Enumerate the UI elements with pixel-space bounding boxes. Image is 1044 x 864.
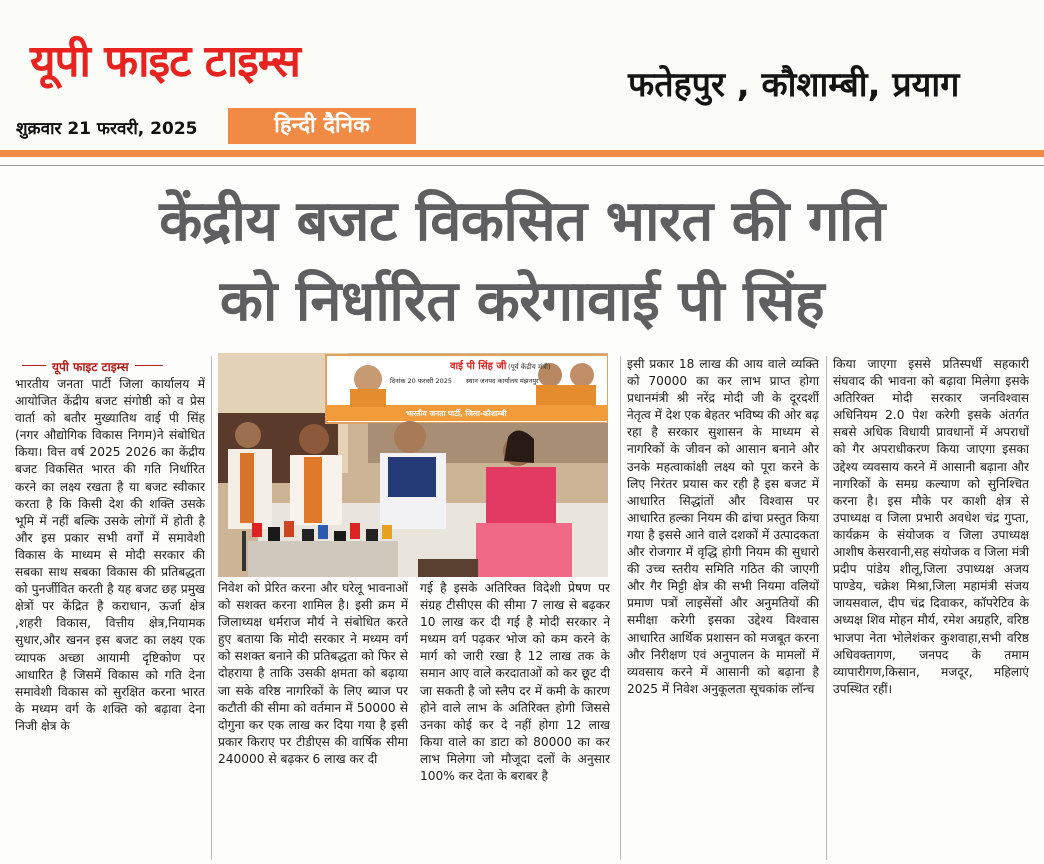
- banner-name: वाई पी सिंह जी: [450, 361, 507, 372]
- banner-footer: भारतीय जनता पार्टी, जिला-कौशाम्बी: [406, 409, 507, 418]
- article-column-5: किया जाएगा इससे प्रतिस्पर्धी सहकारी संघवाद की भावना को बढ़ावा मिलेगा इसके अतिरिक्त मोदी सरकार जनविश्वास अधिनियम 2.0 पेश करेगी इसके अंतर्गत सबसे अधिक विधायी प्रावधानों में अपराधों को गैर अपराधीकरण किया जाएगा इसका उद्देश्य व्यवसाय करने में आसानी बढ़ाना और नागरिकों के समग्र कल्याण को सुनिश्चित करना है। इस मौके पर काशी क्षेत्र से उपाध्यक्ष व जिला प्रभारी अवधेश चंद्र गुप्ता, कार्यक्रम के संयोजक व जिला उपाध्यक्ष आशीष केसरवानी,सह संयोजक व जिला मंत्री प्रदीप पांडेय शीलू,जिला उपाध्यक्ष अजय पाण्डेय, चक्रेश मिश्रा,जिला महामंत्री संजय जायसवाल, दीप चंद्र दिवाकर, कॉपरेटिव के अध्यक्ष शिव मोहन मौर्य, रमेश अग्रहरि, वरिष्ठ भाजपा नेता भोलेशंकर कुशवाहा,सभी वरिष्ठ अधिवक्तागण, जनपद के तमाम व्यापारीगण,किसान, मजदूर, महिलाएं उपस्थित रहीं।: [833, 357, 1029, 696]
- masthead-rule: [0, 150, 1044, 157]
- column-divider: [620, 356, 621, 860]
- masthead: [0, 0, 1044, 158]
- article-column-1: भारतीय जनता पार्टी जिला कार्यालय में आयोजित केंद्रीय बजट संगोष्ठी को व प्रेस वार्ता को बतौर मुख्यातिथ वाई पी सिंह (नगर औद्योगिक विकास निगम)ने संबोधित किया। वित्त वर्ष 2025 2026 का केंद्रीय बजट विकसित भारत की गति निर्धारित करने का लक्ष्य रखता है या बजट स्वीकार करता है कि किसी देश की शक्ति उसके भूमि में नहीं बल्कि उसके लोगों में होती है और इस प्रकार सभी वर्गों में समावेशी विकास के माध्यम से मोदी सरकार की सबका साथ सबका विकास की प्रतिबद्धता को पुनर्जीवित करती है यह बजट छह प्रमुख क्षेत्रों पर केंद्रित है कराधान, ऊर्जा क्षेत्र ,शहरी विकास, वित्तीय क्षेत्र,नियामक सुधार,और खनन इस बजट का लक्ष्य एक व्यापक अच्छा आयामी दृष्टिकोण पर आधारित है जिसमें विकास को गति देना समावेशी विकास को सुरक्षित करना भारत के मध्यम वर्ग के शक्ति को बढ़ावा देना निजी क्षेत्र के: [15, 377, 205, 733]
- article-column-3: गई है इसके अतिरिक्त विदेशी प्रेषण पर संग्रह टीसीएस की सीमा 7 लाख से बढ़कर 10 लाख कर दी गई है मोदी सरकार ने मध्यम वर्ग पढ़कर भोज को कम करने के मार्ग को जारी रखा है 12 लाख तक के समान आए वाले करदाताओं को कर छूट दी जा सकती है जो स्लैप दर में कमी के कारण होने वाले लाभ के अतिरिक्त होगी जिससे उनका कोई कर दे नहीं होगा 12 लाख किया वाले का डाटा को 80000 का कर लाभ मिलेगा जो मौजूदा दलों के अनुसार 100% कर देता के बराबर है: [420, 581, 610, 784]
- banner-venue: स्थान जनपद कार्यालय मंझनपुर: [466, 377, 539, 385]
- article-column-4: इसी प्रकार 18 लाख की आय वाले व्यक्ति को 70000 का कर लाभ प्राप्त होगा प्रधानमंत्री श्री नरेंद्र मोदी जी के दूरदर्शी नेतृत्व में देश एक बेहतर भविष्य की ओर बढ़ रहा है सरकार सुशासन के माध्यम से नागरिकों के जीवन को आसान बनाने और उनके महत्वाकांक्षी लक्ष्य को पूरा करने के लिए निरंतर प्रयास कर रही है इस बजट में आधारित सिद्धांतों और विश्वास पर आधारित हल्का नियम की ढांचा प्रस्तुत किया गया है इससे आने वाले दशकों में उत्पादकता और रोजगार में वृद्धि होगी नियम की सुधारो की उच्च स्तरीय समिति गठित की जाएगी और गैर मिट्टी क्षेत्र की सभी नियमा वलियों प्रमाण पत्रों लाइसेंसों और अनुमतियों की समीक्षा करेगी इसका उद्देश्य विश्वास आधारित आर्थिक प्रशासन को मजबूत करना और निरीक्षण एवं अनुपालन के मामलों में व्यवसाय करने में आसानी को बढ़ाना है 2025 में निवेश अनुकूलता सूचकांक लॉन्च: [627, 357, 819, 696]
- column-divider: [826, 356, 827, 860]
- issue-date: शुक्रवार 21 फरवरी, 2025: [16, 119, 198, 139]
- news-photo: [218, 353, 608, 577]
- thin-divider: [0, 165, 1044, 166]
- photo-illustration: [218, 353, 608, 577]
- headline-line-2: को निर्धारित करेगावाई पी सिंह: [219, 269, 825, 334]
- headline: [0, 182, 1044, 342]
- byline: यूपी फाइट टाइम्स: [52, 360, 129, 374]
- column-divider: [211, 356, 212, 860]
- banner-subtitle: (पूर्व केंद्रीय मंत्री): [508, 363, 551, 371]
- banner-date: दिनांक 20 फरवरी 2025: [390, 377, 453, 385]
- headline-line-1: केंद्रीय बजट विकसित भारत की गति: [159, 189, 885, 254]
- newspaper-brand: यूपी फाइट टाइम्स: [30, 36, 300, 87]
- article-column-2: निवेश को प्रेरित करना और घरेलू भावनाओं को सशक्त करना शामिल है। इसी क्रम में जिलाध्यक्ष धर्मराज मौर्य ने संबोधित करते हुए बताया कि मोदी सरकार ने मध्यम वर्ग को सशक्त बनाने की प्रतिबद्धता को फिर से दोहराया है ताकि उसकी क्षमता को बढ़ाया जा सके वरिष्ठ नागरिकों के लिए ब्याज पर कटौती की सीमा को वर्तमान में 50000 से दोगुना कर एक लाख कर दिया गया है इसी प्रकार किराए पर टीडीएस की वार्षिक सीमा 240000 से बढ़कर 6 लाख कर दी: [218, 581, 408, 766]
- daily-badge: हिन्दी दैनिक: [228, 108, 416, 144]
- edition-cities: फतेहपुर , कौशाम्बी, प्रयाग: [628, 65, 960, 105]
